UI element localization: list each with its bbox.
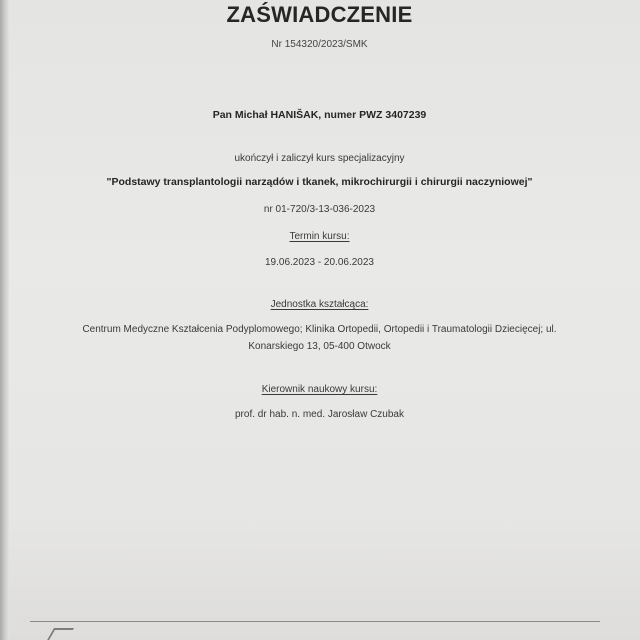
term-label [9, 231, 630, 242]
term-label-text: Termin kursu: [289, 231, 350, 242]
unit-value-line-2: Konarskiego 13, 05-400 Otwock [248, 341, 391, 352]
footer-divider [30, 621, 600, 622]
paper-edge-shadow [0, 0, 9, 640]
course-name: "Podstawy transplantologii narządów i tkanek, mikrochirurgii i chirurgii naczyniowej" [106, 176, 533, 188]
unit-value-line-1: Centrum Medyczne Kształcenia Podyplomowego; Klinika Ortopedii, Ortopedii i Traumatologii Dziecięcej; ul. [82, 324, 557, 335]
certificate-number: Nr 154320/2023/SMK [271, 39, 368, 50]
certificate-title: ZAŚWIADCZENIE [226, 2, 413, 27]
unit-label-text: Jednostka kształcąca: [270, 299, 369, 310]
course-number: nr 01-720/3-13-036-2023 [263, 204, 376, 215]
head-value: prof. dr hab. n. med. Jarosław Czubak [235, 409, 404, 420]
recipient-name: Pan Michał HANIŠAK, numer PWZ 3407239 [212, 109, 427, 121]
completion-statement: ukończył i zaliczył kurs specjalizacyjny [234, 153, 405, 164]
head-label-text: Kierownik naukowy kursu: [261, 384, 378, 395]
unit-label [9, 299, 630, 310]
head-label [9, 384, 630, 395]
term-value: 19.06.2023 - 20.06.2023 [265, 257, 374, 268]
certificate-document [9, 0, 640, 640]
